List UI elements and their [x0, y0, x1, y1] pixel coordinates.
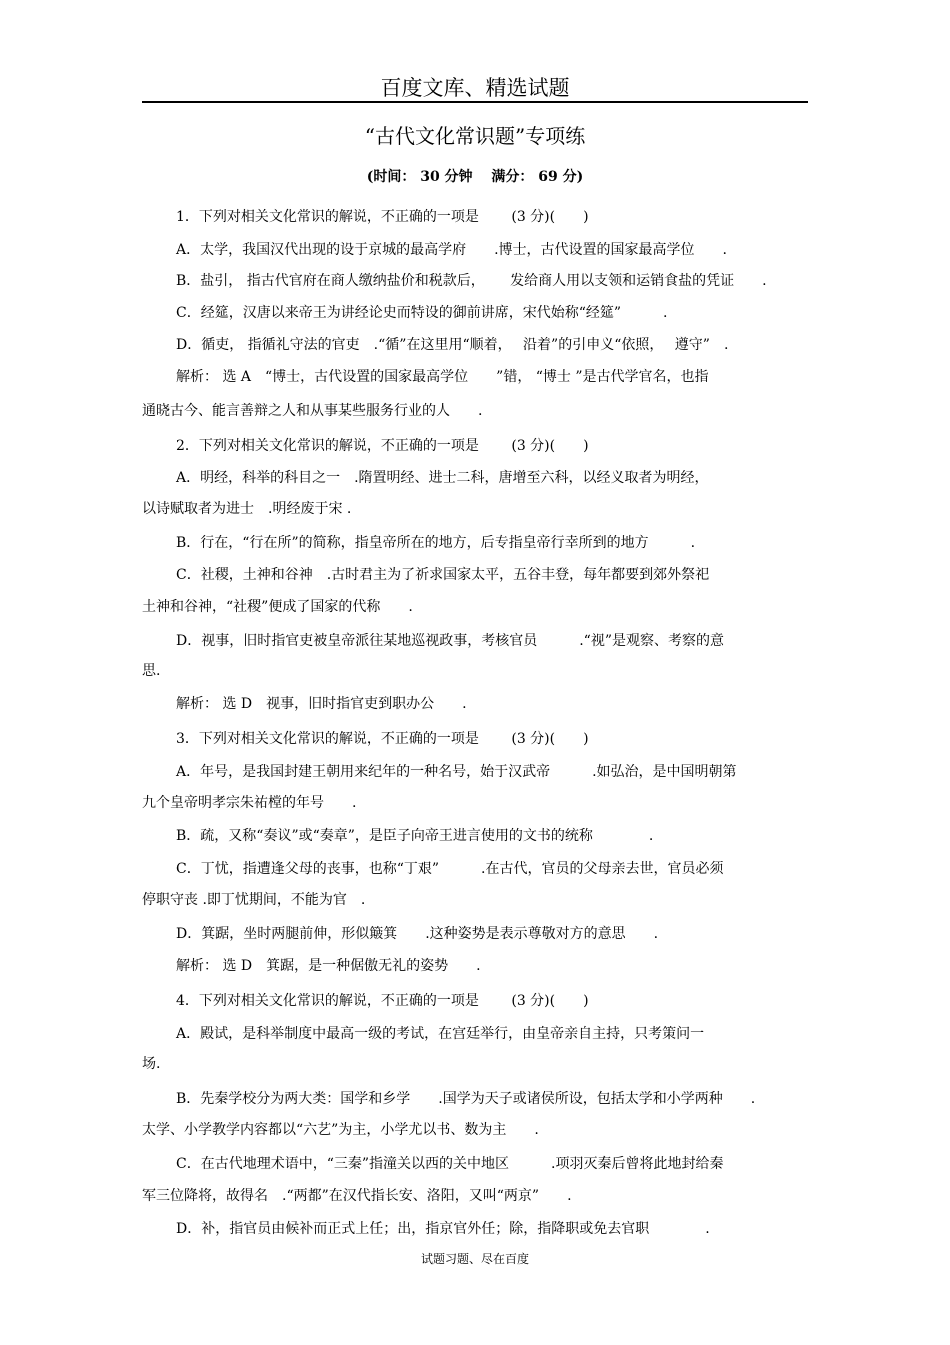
text-line: 解析： 选 A “博士，古代设置的国家最高学位 ”错， “博士 ”是古代学官名，也指	[176, 369, 709, 385]
text-line: 1．下列对相关文化常识的解说，不正确的一项是 (3 分)( )	[176, 209, 589, 225]
text-line: 解析： 选 D 视事，旧时指官吏到职办公 .	[176, 696, 467, 712]
text-line: D．补，指官员由候补而正式上任；出，指京官外任；除，指降职或免去官职 .	[176, 1221, 710, 1237]
document-title: “古代文化常识题”专项练	[364, 124, 586, 148]
header-rule	[142, 101, 808, 103]
text-line: A．明经，科举的科目之一 .隋置明经、进士二科，唐增至六科，以经义取者为明经，	[176, 470, 709, 486]
text-line: B．先秦学校分为两大类：国学和乡学 .国学为天子或诸侯所设，包括太学和小学两种 .	[176, 1091, 756, 1107]
text-line: D．视事，旧时指官吏被皇帝派往某地巡视政事，考核官员 .“视”是观察、考察的意	[176, 633, 724, 649]
text-line: 2．下列对相关文化常识的解说，不正确的一项是 (3 分)( )	[176, 438, 589, 454]
text-line: 停职守丧 .即丁忧期间，不能为官 .	[142, 892, 366, 908]
text-line: D．箕踞，坐时两腿前伸，形似簸箕 .这种姿势是表示尊敬对方的意思 .	[176, 926, 659, 942]
text-line: C．在古代地理术语中，“三秦”指潼关以西的关中地区 .项羽灭秦后曾将此地封给秦	[176, 1156, 724, 1172]
text-line: 九个皇帝明孝宗朱祐樘的年号 .	[142, 795, 357, 811]
text-line: B．盐引， 指古代官府在商人缴纳盐价和税款后， 发给商人用以支领和运销食盐的凭证 .	[176, 273, 767, 289]
text-line: D．循吏， 指循礼守法的官吏 .“循”在这里用“顺着， 沿着”的引申义“依照， 遵守” .	[176, 337, 729, 353]
page-header-title: 百度文库、精选试题	[380, 76, 570, 100]
text-line: 场.	[142, 1056, 161, 1072]
text-line: 太学、小学教学内容都以“六艺”为主，小学尤以书、数为主 .	[142, 1122, 539, 1138]
text-line: 4．下列对相关文化常识的解说，不正确的一项是 (3 分)( )	[176, 993, 589, 1009]
page-footer: 试题习题、尽在百度	[420, 1252, 529, 1266]
text-line: 解析： 选 D 箕踞，是一种倨傲无礼的姿势 .	[176, 958, 481, 974]
text-line: 通晓古今、能言善辩之人和从事某些服务行业的人 .	[142, 403, 483, 419]
text-line: 土神和谷神，“社稷”便成了国家的代称 .	[142, 599, 413, 615]
text-line: 军三位降将，故得名 .“两都”在汉代指长安、洛阳，又叫“两京” .	[142, 1188, 572, 1204]
text-line: B．行在，“行在所”的简称，指皇帝所在的地方，后专指皇帝行幸所到的地方 .	[176, 535, 696, 551]
text-line: A．殿试，是科举制度中最高一级的考试，在宫廷举行，由皇帝亲自主持，只考策问一	[176, 1026, 705, 1042]
text-line: A．太学，我国汉代出现的设于京城的最高学府 .博士，古代设置的国家最高学位 .	[176, 242, 728, 258]
text-line: 3．下列对相关文化常识的解说，不正确的一项是 (3 分)( )	[176, 731, 589, 747]
text-line: 思.	[142, 663, 161, 679]
text-line: A．年号，是我国封建王朝用来纪年的一种名号，始于汉武帝 .如弘治，是中国明朝第	[176, 764, 737, 780]
text-line: C．社稷，土神和谷神 .古时君主为了祈求国家太平，五谷丰登，每年都要到郊外祭祀	[176, 567, 710, 583]
text-line: C．经筵，汉唐以来帝王为讲经论史而特设的御前讲席，宋代始称“经筵” .	[176, 305, 668, 321]
text-line: C．丁忧，指遭逢父母的丧事，也称“丁艰” .在古代，官员的父母亲去世，官员必须	[176, 861, 724, 877]
text-line: 以诗赋取者为进士 .明经废于宋 .	[142, 501, 352, 517]
exam-meta: (时间： 30 分钟 满分： 69 分)	[366, 169, 584, 185]
text-line: B．疏，又称“奏议”或“奏章”，是臣子向帝王进言使用的文书的统称 .	[176, 828, 654, 844]
